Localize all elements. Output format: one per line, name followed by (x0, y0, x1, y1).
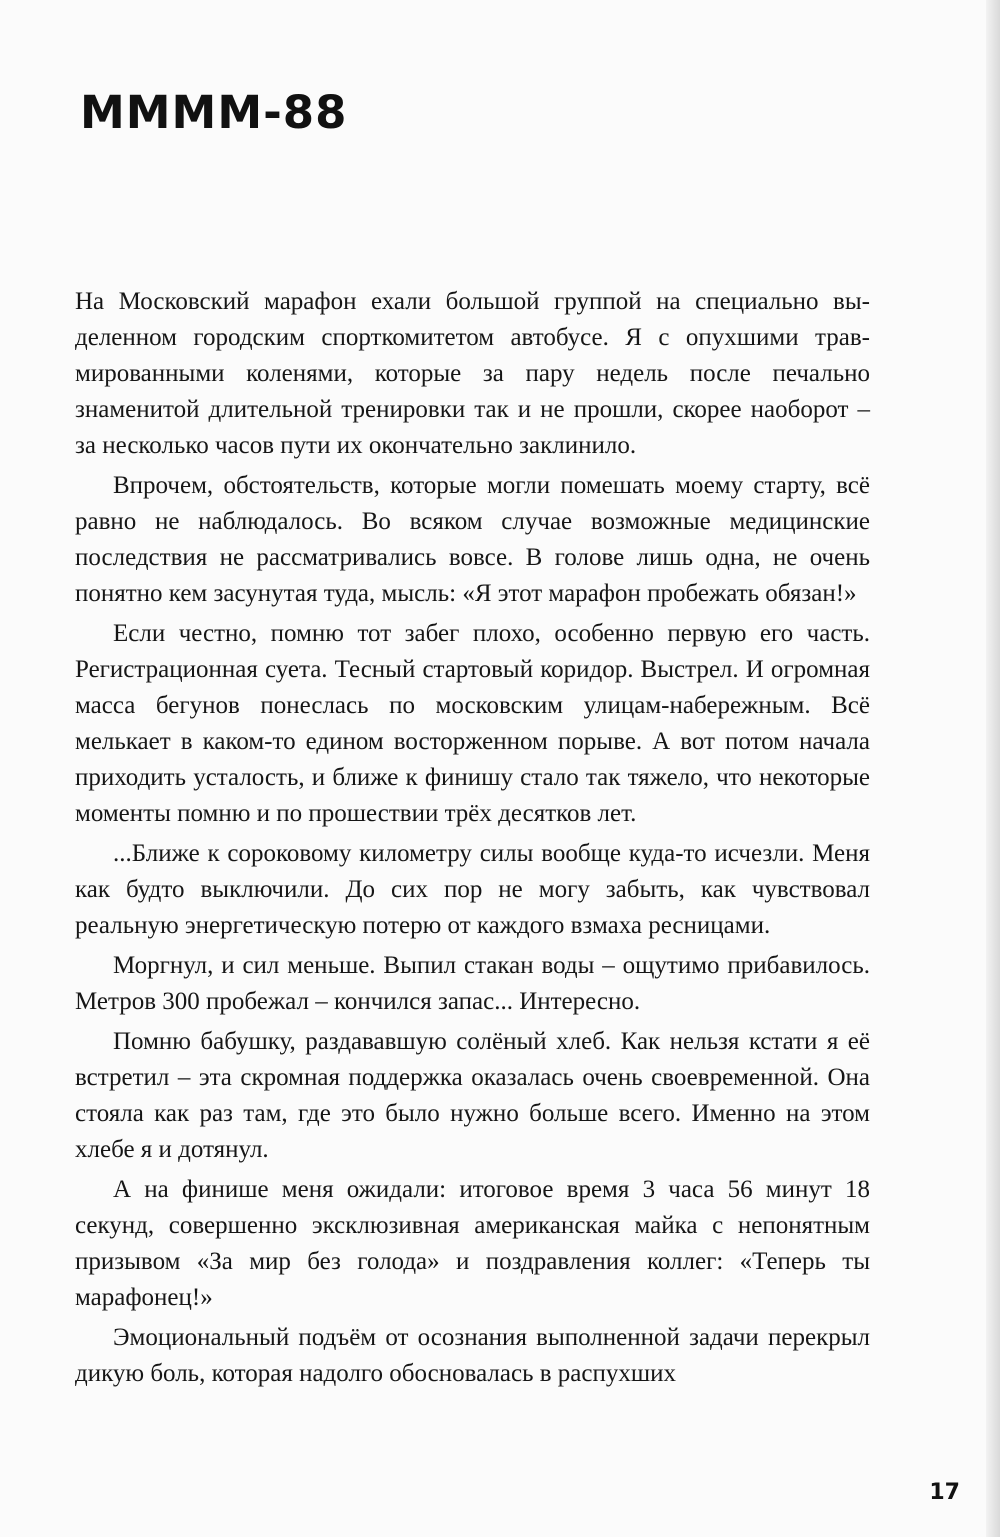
paragraph-5: Моргнул, и сил меньше. Выпил стакан воды – ощутимо прибавилось. Метров 300 пробежал – кончился запас... Интересно. (75, 952, 870, 1015)
body-text (75, 284, 870, 1396)
paragraph-8: Эмоциональный подъём от осознания выполненной задачи перекрыл дикую боль, которая надолго обосновалась в распухших (75, 1324, 870, 1387)
chapter-title: ММММ-88 (80, 86, 348, 139)
paragraph-4: ...Ближе к сороковому километру силы вообще куда-то исчезли. Меня как будто выключили. До сих пор не могу забыть, как чувствовал реальную энергетическую потерю от каждого взмаха ресницами. (75, 840, 870, 939)
paragraph-6: Помню бабушку, раздававшую солёный хлеб. Как нельзя кстати я её встретил – эта скромная поддержка оказалась очень своевременной. Она стояла как раз там, где это было нужно больше всего. Именно на этом хлебе я и дотянул. (75, 1028, 870, 1163)
paragraph-3: Если честно, помню тот забег плохо, особенно первую его часть. Регистрационная суета. Тесный стартовый коридор. Выстрел. И огромная масса бегунов понеслась по московским улицам-набережным. Всё мелькает в каком-то едином восторженном порыве. А вот потом начала приходить усталость, и ближе к финишу стало так тяжело, что некоторые моменты помню и по прошествии трёх десятков лет. (75, 620, 870, 827)
paragraph-2: Впрочем, обстоятельств, которые могли помешать моему старту, всё равно не наблюдалось. Во всяком случае возможные медицинские последствия не рассматривались вовсе. В голове лишь одна, не очень понятно кем засунутая туда, мысль: «Я этот марафон пробежать обязан!» (75, 472, 870, 607)
page-edge-shadow (986, 0, 1000, 1537)
page-number: 17 (929, 1480, 960, 1505)
paragraph-7: А на финише меня ожидали: итоговое время 3 часа 56 минут 18 секунд, совершенно эксклюзивная американская майка с непонятным призывом «За мир без голода» и поздравления коллег: «Теперь ты марафонец!» (75, 1176, 870, 1311)
paragraph-1: На Московский марафон ехали большой группой на специально выделенном городским спорткомитетом автобусе. Я с опухшими травмированными коленями, которые за пару недель после печально знаменитой длительной тренировки так и не прошли, скорее наоборот – за несколько часов пути их окончательно заклинило. (75, 288, 870, 459)
